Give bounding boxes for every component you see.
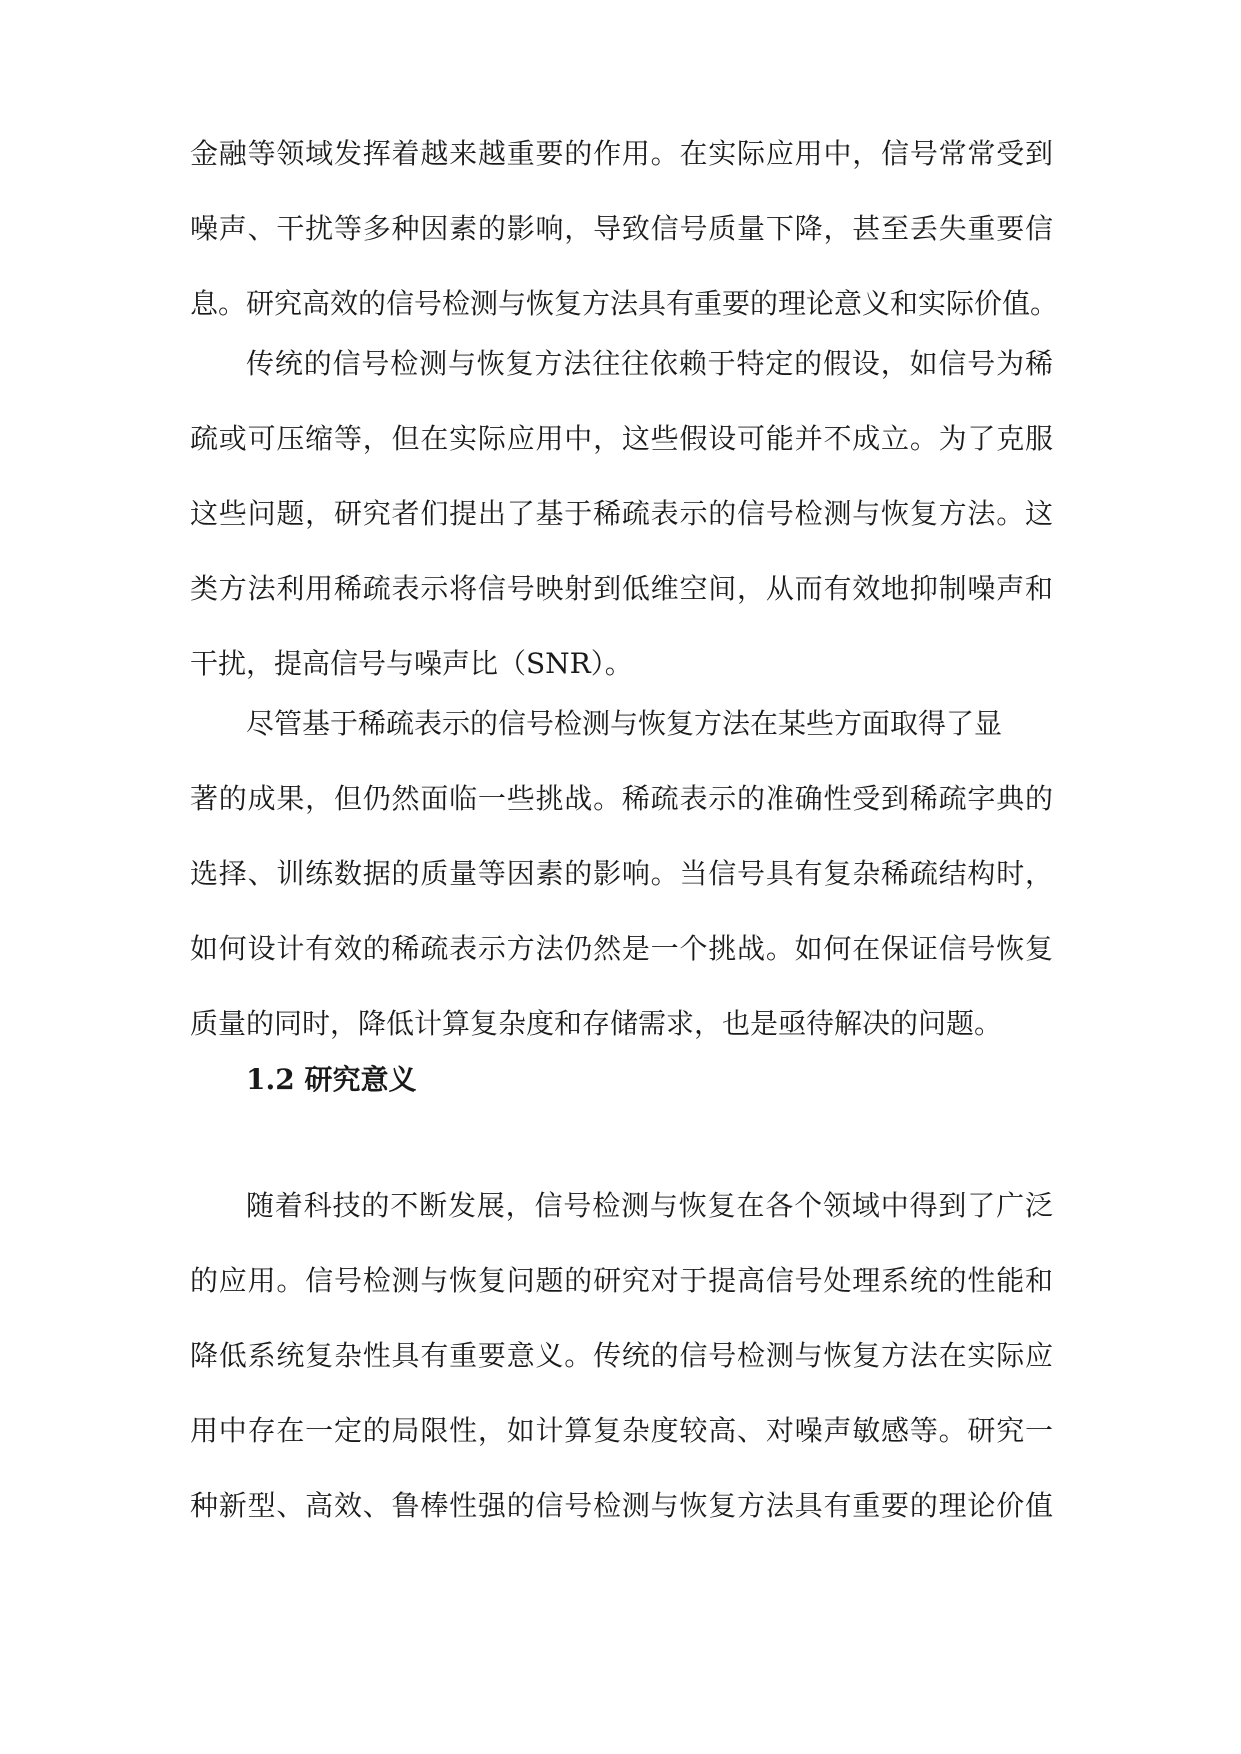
text-line: 传统的信号检测与恢复方法往往依赖于特定的假设，如信号为稀 (246, 347, 1053, 380)
section-heading (246, 1042, 416, 1117)
text-line: 这些问题，研究者们提出了基于稀疏表示的信号检测与恢复方法。这 (190, 497, 1053, 530)
text-line: 种新型、高效、鲁棒性强的信号检测与恢复方法具有重要的理论价值 (190, 1489, 1053, 1522)
text-line: 金融等领域发挥着越来越重要的作用。在实际应用中，信号常常受到 (190, 137, 1053, 170)
text-line: 如何设计有效的稀疏表示方法仍然是一个挑战。如何在保证信号恢复 (190, 932, 1053, 965)
text-line: 质量的同时，降低计算复杂度和存储需求，也是亟待解决的问题。 (190, 1007, 1003, 1040)
text-line: 息。研究高效的信号检测与恢复方法具有重要的理论意义和实际价值。 (190, 287, 1059, 320)
text-line: 著的成果，但仍然面临一些挑战。稀疏表示的准确性受到稀疏字典的 (190, 782, 1053, 815)
paragraph-traditional-methods (190, 326, 1053, 701)
text-line: 尽管基于稀疏表示的信号检测与恢复方法在某些方面取得了显 (246, 707, 1003, 740)
text-line: 噪声、干扰等多种因素的影响，导致信号质量下降，甚至丢失重要信 (190, 212, 1053, 245)
paragraph-research-significance (190, 1168, 1053, 1543)
text-line: 类方法利用稀疏表示将信号映射到低维空间，从而有效地抑制噪声和 (190, 572, 1053, 605)
text-line: 随着科技的不断发展，信号检测与恢复在各个领域中得到了广泛 (246, 1189, 1053, 1222)
text-line: 用中存在一定的局限性，如计算复杂度较高、对噪声敏感等。研究一 (190, 1414, 1053, 1447)
text-line: 选择、训练数据的质量等因素的影响。当信号具有复杂稀疏结构时， (190, 857, 1053, 890)
text-line: 降低系统复杂性具有重要意义。传统的信号检测与恢复方法在实际应 (190, 1339, 1053, 1372)
paragraph-intro-continuation (190, 116, 1059, 341)
text-line: 的应用。信号检测与恢复问题的研究对于提高信号处理系统的性能和 (190, 1264, 1053, 1297)
text-line: 干扰，提高信号与噪声比（SNR）。 (190, 647, 633, 680)
section-title: 研究意义 (304, 1063, 417, 1096)
text-line: 疏或可压缩等，但在实际应用中，这些假设可能并不成立。为了克服 (190, 422, 1053, 455)
paragraph-challenges (190, 686, 1053, 1061)
section-number: 1.2 (246, 1063, 295, 1096)
